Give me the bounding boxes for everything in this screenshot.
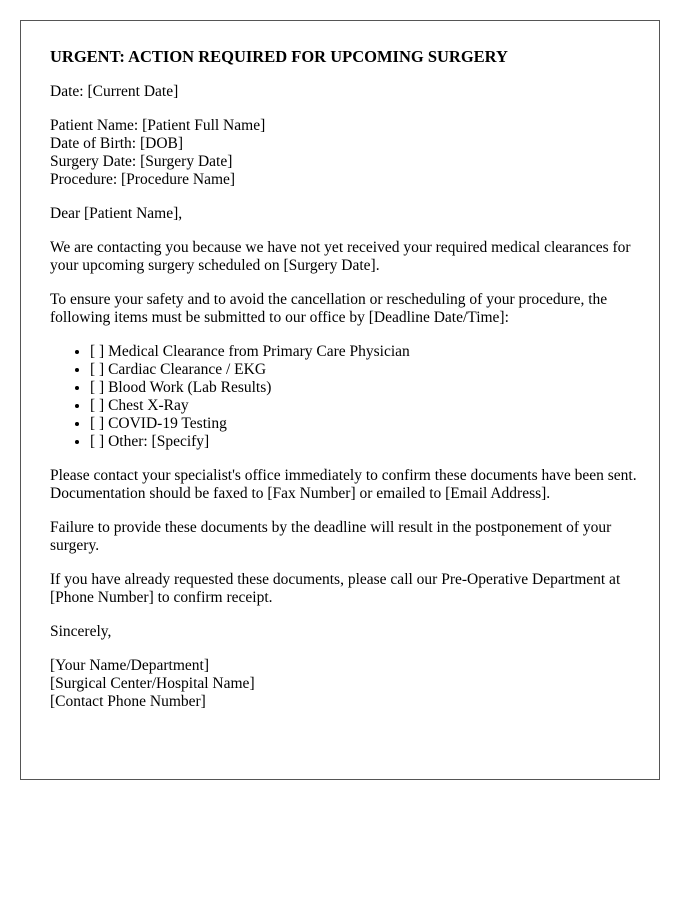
- paragraph-contact-specialist: Please contact your specialist's office immediately to confirm these documents have been sent. Documentation should be faxed to [Fax Number] or emailed to [Email Address].: [50, 467, 637, 502]
- signature-name: [Your Name/Department]: [50, 657, 209, 674]
- procedure-line: Procedure: [Procedure Name]: [50, 171, 236, 188]
- checklist-item: • [ ] Cardiac Clearance / EKG: [90, 361, 640, 379]
- signature-phone: [Contact Phone Number]: [50, 693, 206, 710]
- letter-title: URGENT: ACTION REQUIRED FOR UPCOMING SURGERY: [50, 47, 508, 66]
- signature-block: [50, 657, 640, 711]
- checklist-item: • [ ] Medical Clearance from Primary Care Physician: [90, 343, 640, 361]
- checklist-item: • [ ] COVID-19 Testing: [90, 415, 640, 433]
- patient-name-line: Patient Name: [Patient Full Name]: [50, 117, 266, 134]
- surgery-date-line: Surgery Date: [Surgery Date]: [50, 153, 233, 170]
- checklist-item: • [ ] Blood Work (Lab Results): [90, 379, 640, 397]
- salutation: Dear [Patient Name],: [50, 205, 183, 222]
- dob-line: Date of Birth: [DOB]: [50, 135, 184, 152]
- checklist: [50, 343, 640, 451]
- paragraph-already-requested: If you have already requested these documents, please call our Pre-Operative Department at [Phone Number] to confirm receipt.: [50, 571, 621, 606]
- date-line: Date: [Current Date]: [50, 83, 179, 100]
- paragraph-missing-clearances: We are contacting you because we have not yet received your required medical clearances for your upcoming surgery scheduled on [Surgery Date].: [50, 239, 631, 274]
- checklist-item: • [ ] Other: [Specify]: [90, 433, 640, 451]
- paragraph-required-items: To ensure your safety and to avoid the cancellation or rescheduling of your procedure, the following items must be submitted to our office by [Deadline Date/Time]:: [50, 291, 608, 326]
- closing: Sincerely,: [50, 623, 112, 640]
- paragraph-deadline-warning: Failure to provide these documents by the deadline will result in the postponement of your surgery.: [50, 519, 612, 554]
- letter-content: [50, 47, 640, 711]
- patient-info-block: [50, 117, 640, 189]
- letter-page: [20, 20, 660, 780]
- checklist-item: • [ ] Chest X-Ray: [90, 397, 640, 415]
- signature-organization: [Surgical Center/Hospital Name]: [50, 675, 255, 692]
